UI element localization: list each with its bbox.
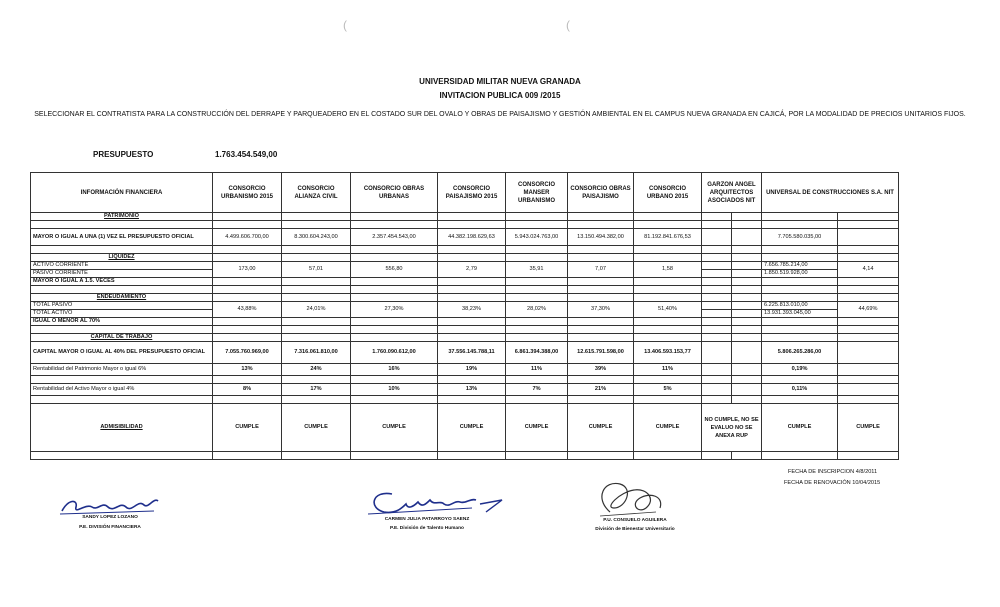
cell: 5% [634,384,702,396]
cell: 13.931.393.045,00 [762,310,838,318]
cell: 17% [282,384,351,396]
budget-label: PRESUPUESTO [93,150,154,159]
signatory-role: P.E. DIVISIÓN FINANCIERA [79,525,141,530]
cell: 1,58 [634,262,702,278]
header-row [31,173,899,213]
stray-mark: ( [566,18,570,32]
cell: 19% [438,364,506,376]
cell: 4,14 [838,262,899,278]
cell: 13.406.593.153,77 [634,342,702,364]
cell: 0,19% [762,364,838,376]
cell: 81.192.841.676,53 [634,229,702,246]
info-header: INFORMACIÓN FINANCIERA [31,173,213,213]
cell: 13% [438,384,506,396]
row-label: MAYOR O IGUAL A 1.5. VECES [31,278,213,286]
cell: 1.760.090.612,00 [351,342,438,364]
cell: NO CUMPLE, NO SE EVALUO NO SE ANEXA RUP [702,404,762,452]
section-title-liquidez: LIQUIDEZ [31,254,213,262]
cell: 6.861.394.388,00 [506,342,568,364]
section-row [31,334,899,342]
stray-mark: ( [343,18,347,32]
row-label: CAPITAL MAYOR O IGUAL AL 40% DEL PRESUPUESTO OFICIAL [31,342,213,364]
cell: 12.615.791.598,00 [568,342,634,364]
bidder-header: CONSORCIO ALIANZA CIVIL [282,173,351,213]
bidder-header: GARZON ANGEL ARQUITECTOS ASOCIADOS NIT [702,173,762,213]
section-title-patrimonio: PATRIMONIO [31,213,213,221]
cell: 37.556.145.788,11 [438,342,506,364]
contract-description: SELECCIONAR EL CONTRATISTA PARA LA CONSTRUCCIÓN DEL DERRAPE Y PARQUEADERO EN EL COSTADO SUR DEL OVALO Y OBRAS DE PAISAJISMO Y GESTIÓN AMBIENTAL EN EL CAMPUS NUEVA GRANADA EN CAJICÁ, POR LA MODALIDAD DE PRECIOS UNITARIOS FIJOS. [34,111,966,118]
bidder-header: CONSORCIO OBRAS PAISAJISMO [568,173,634,213]
cell: 43,88% [213,302,282,318]
cell: 35,91 [506,262,568,278]
cell: 4.499.606.700,00 [213,229,282,246]
cell: 16% [351,364,438,376]
bidder-header: CONSORCIO OBRAS URBANAS [351,173,438,213]
bidder-header: UNIVERSAL DE CONSTRUCCIONES S.A. NIT [762,173,899,213]
cell: 44.382.198.629,63 [438,229,506,246]
cell: 38,23% [438,302,506,318]
table-row [31,318,899,326]
signatory-role: División de Bienestar Universitario [595,527,675,532]
cell: 0,11% [762,384,838,396]
cell: 11% [634,364,702,376]
financial-evaluation-table [30,172,899,460]
row-label: TOTAL ACTIVO [31,310,213,318]
row-label: IGUAL O MENOR AL 70% [31,318,213,326]
budget-value: 1.763.454.549,00 [215,150,278,159]
signature-scribble [590,478,670,522]
section-row [31,213,899,221]
table-row [31,302,899,310]
cell: 5.806.265.286,00 [762,342,838,364]
cell: 8% [213,384,282,396]
cell: CUMPLE [762,404,838,452]
table-row [31,229,899,246]
table-row [31,404,899,452]
cell: 24,01% [282,302,351,318]
row-label: Rentabilidad del Patrimonio Mayor o igual 6% [31,364,213,376]
cell: 1.850.519.928,00 [762,270,838,278]
invitation-title: INVITACION PUBLICA 009 /2015 [439,91,561,100]
table-row [31,262,899,270]
cell: 13% [213,364,282,376]
cell: CUMPLE [506,404,568,452]
table-row [31,342,899,364]
cell: 39% [568,364,634,376]
cell: 5.943.024.763,00 [506,229,568,246]
signature-scribble [362,486,508,518]
signatory-name: SANDY LOPEZ LOZANO [82,515,138,520]
university-title: UNIVERSIDAD MILITAR NUEVA GRANADA [419,77,581,86]
cell: 8.300.604.243,00 [282,229,351,246]
section-row [31,254,899,262]
cell: 7.055.760.969,00 [213,342,282,364]
cell: CUMPLE [213,404,282,452]
bidder-header: CONSORCIO PAISAJISMO 2015 [438,173,506,213]
section-row [31,294,899,302]
cell: 51,40% [634,302,702,318]
renewal-date-note: FECHA DE RENOVACIÓN 10/04/2015 [784,480,881,486]
row-label: PASIVO CORRIENTE [31,270,213,278]
bidder-header: CONSORCIO MANSER URBANISMO [506,173,568,213]
cell: 7% [506,384,568,396]
signatory-role: P.E. División de Talento Humano [390,526,464,531]
cell: 28,02% [506,302,568,318]
cell: 7,07 [568,262,634,278]
cell: 57,01 [282,262,351,278]
cell: CUMPLE [351,404,438,452]
cell: 173,00 [213,262,282,278]
cell: 21% [568,384,634,396]
cell: 2,79 [438,262,506,278]
row-label: ADMISIBILIDAD [31,404,213,452]
cell: CUMPLE [282,404,351,452]
cell: 44,69% [838,302,899,318]
cell: CUMPLE [568,404,634,452]
row-label: ACTIVO CORRIENTE [31,262,213,270]
cell: 13.150.494.382,00 [568,229,634,246]
cell: CUMPLE [838,404,899,452]
row-label: TOTAL PASIVO [31,302,213,310]
signatory-name: CARMEN JULIA PATARROYO SAENZ [384,517,470,522]
cell: 6.225.813.010,00 [762,302,838,310]
table-row [31,384,899,396]
row-label: Rentabilidad del Activo Mayor o igual 4% [31,384,213,396]
table-row [31,278,899,286]
bidder-header: CONSORCIO URBANISMO 2015 [213,173,282,213]
cell: 7.705.580.035,00 [762,229,838,246]
cell: 556,80 [351,262,438,278]
cell: CUMPLE [634,404,702,452]
signatory-name: P.U. CONSUELO AGUILERA [603,518,667,523]
cell: 2.357.454.543,00 [351,229,438,246]
cell: 11% [506,364,568,376]
bidder-header: CONSORCIO URBANO 2015 [634,173,702,213]
cell: 7.316.061.810,00 [282,342,351,364]
row-label: MAYOR O IGUAL A UNA (1) VEZ EL PRESUPUESTO OFICIAL [31,229,213,246]
cell: CUMPLE [438,404,506,452]
cell: 27,30% [351,302,438,318]
section-title-capital: CAPITAL DE TRABAJO [31,334,213,342]
cell: 24% [282,364,351,376]
section-title-endeudamiento: ENDEUDAMIENTO [31,294,213,302]
cell: 37,30% [568,302,634,318]
inscription-date-note: FECHA DE INSCRIPCION 4/8/2011 [788,469,878,475]
table-row [31,364,899,376]
cell: 10% [351,384,438,396]
cell: 7.656.785.214,00 [762,262,838,270]
